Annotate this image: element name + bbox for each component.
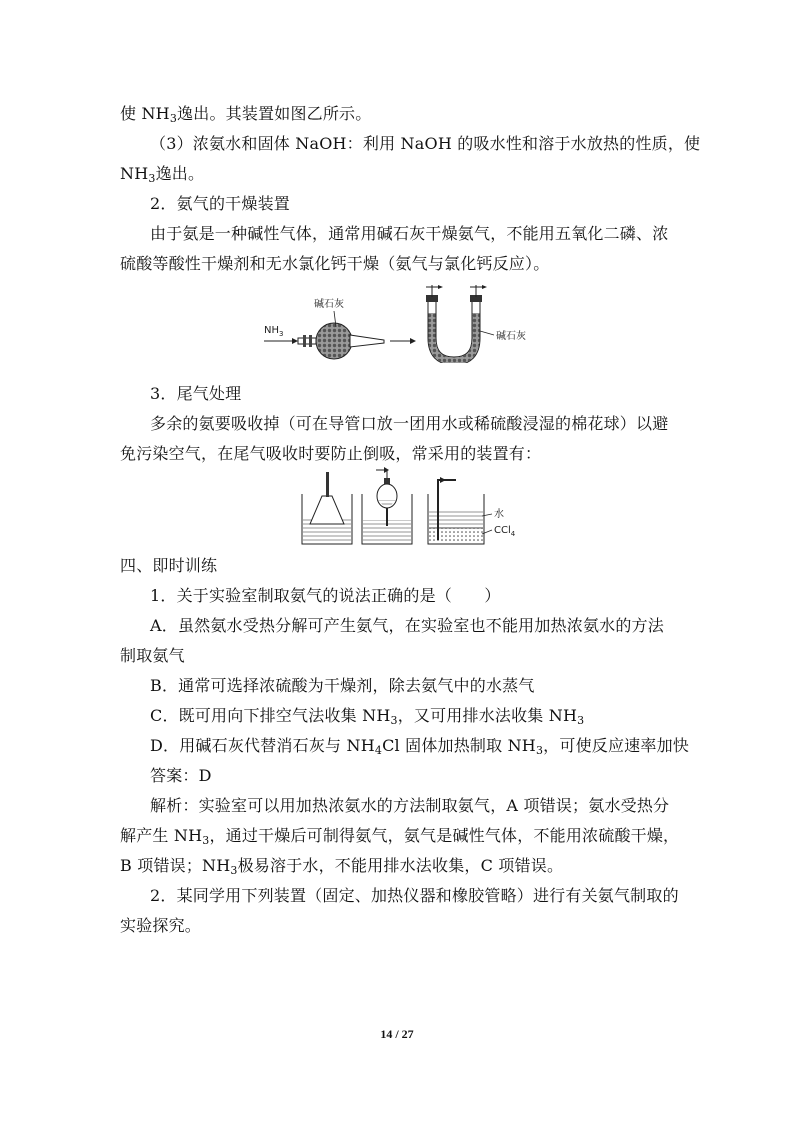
ccl4-label: CCl$_4$ xyxy=(494,525,516,538)
text-line: 硫酸等酸性干燥剂和无水氯化钙干燥（氨气与氯化钙反应）。 xyxy=(120,254,550,273)
text-line: （3）浓氨水和固体 NaOH：利用 NaOH 的吸水性和溶于水放热的性质，使 xyxy=(150,134,701,153)
question-stem-cont: 实验探究。 xyxy=(120,916,202,935)
answer: 答案：D xyxy=(150,766,212,785)
option-a: A．虽然氨水受热分解可产生氨气，在实验室也不能用加热浓氨水的方法 xyxy=(150,616,664,635)
option-a-cont: 制取氨气 xyxy=(120,646,185,665)
section-heading: 2．氨气的干燥装置 xyxy=(150,194,290,213)
text-line: $NH_3$逸出。 xyxy=(120,164,205,185)
tail-gas-absorption-figure xyxy=(296,466,526,550)
option-b: B．通常可选择浓硫酸为干燥剂，除去氨气中的水蒸气 xyxy=(150,676,535,695)
page-number: 14 / 27 xyxy=(380,1027,414,1041)
option-c: C．既可用向下排空气法收集 $NH_3$，又可用排水法收集 $NH_3$ xyxy=(150,706,585,727)
soda-lime-label: 碱石灰 xyxy=(314,299,344,310)
text-line: 使 $NH_3$逸出。其装置如图乙所示。 xyxy=(120,104,372,125)
section-heading: 3．尾气处理 xyxy=(150,384,242,403)
question-stem: 1．关于实验室制取氨气的说法正确的是（ ） xyxy=(150,586,501,605)
section-heading: 四、即时训练 xyxy=(120,556,218,575)
analysis: 解析：实验室可以用加热浓氨水的方法制取氨气，A 项错误；氨水受热分 xyxy=(150,796,670,815)
analysis-cont: 解产生 $NH_3$，通过干燥后可制得氨气，氨气是碱性气体，不能用浓硫酸干燥， xyxy=(120,826,680,847)
text-line: 由于氨是一种碱性气体，通常用碱石灰干燥氨气，不能用五氧化二磷、浓 xyxy=(150,224,669,243)
text-line: 免污染空气，在尾气吸收时要防止倒吸，常采用的装置有： xyxy=(120,444,542,463)
question-stem: 2．某同学用下列装置（固定、加热仪器和橡胶管略）进行有关氨气制取的 xyxy=(150,886,679,905)
soda-lime-label-2: 碱石灰 xyxy=(496,331,526,342)
drying-apparatus-figure xyxy=(262,283,532,363)
analysis-cont: B 项错误；$NH_3$极易溶于水，不能用排水法收集，C 项错误。 xyxy=(120,856,564,877)
nh3-label: $NH_3$ xyxy=(264,325,284,338)
water-label: 水 xyxy=(494,509,504,520)
text-line: 多余的氨要吸收掉（可在导管口放一团用水或稀硫酸浸湿的棉花球）以避 xyxy=(150,414,669,433)
option-d: D．用碱石灰代替消石灰与 $NH_4Cl$ 固体加热制取 $NH_3$，可使反应速率加快 xyxy=(150,736,689,757)
